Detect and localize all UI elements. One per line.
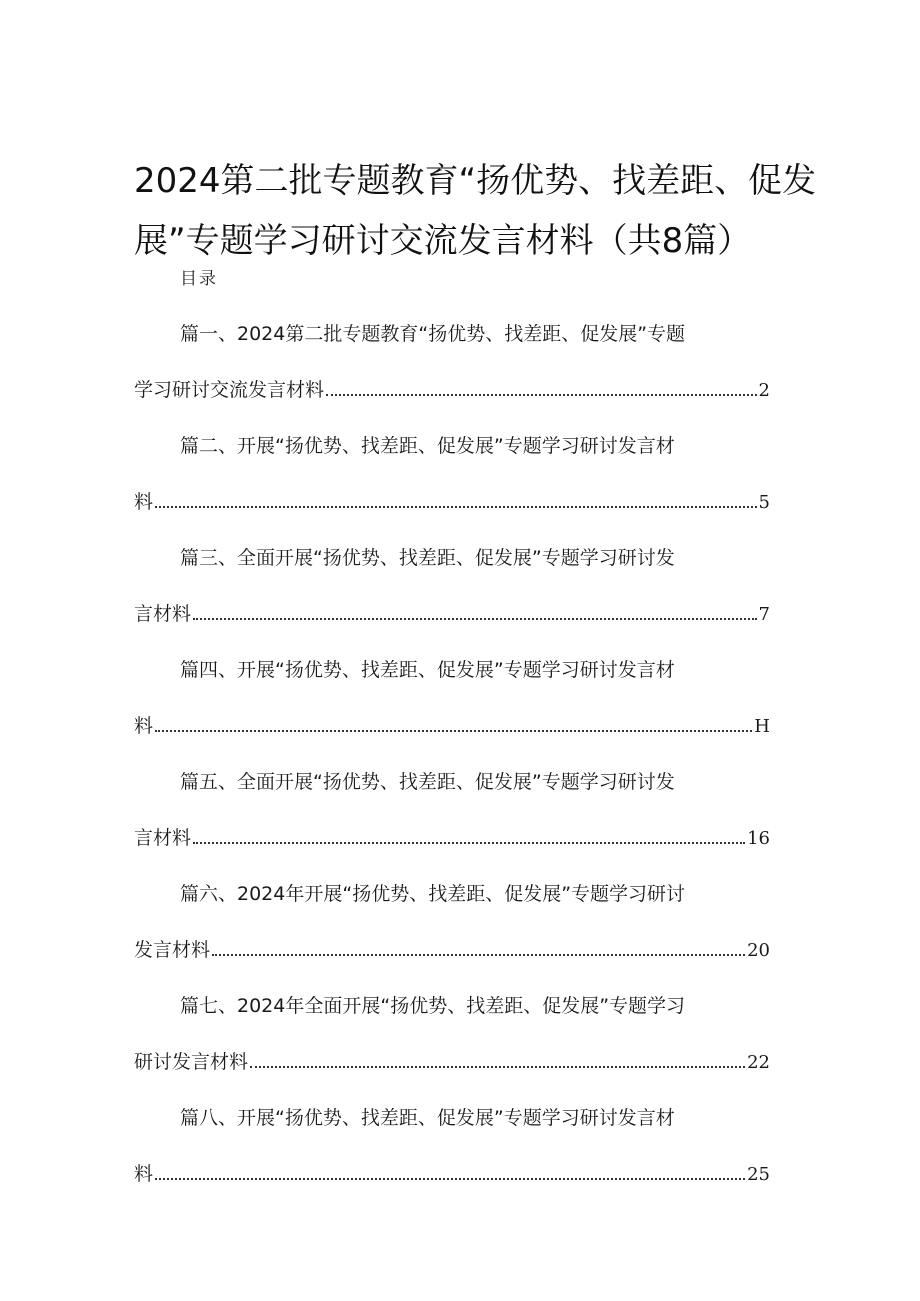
toc-entry-continuation-row (134, 1048, 770, 1077)
dot-leader (155, 506, 757, 508)
toc-heading: 目录 (180, 269, 218, 289)
toc-entry-title: 篇六、2024年开展“扬优势、找差距、促发展”专题学习研讨 (180, 883, 686, 905)
toc-entry-continuation: 研讨发言材料 (134, 1051, 249, 1073)
toc-entry-continuation-row (134, 936, 770, 965)
dot-leader (193, 618, 757, 620)
toc-entry-continuation: 料 (134, 491, 154, 513)
toc-entry-continuation-row (134, 712, 770, 741)
toc-entry-continuation: 言材料 (134, 827, 192, 849)
toc-entry-continuation-row (134, 1160, 770, 1189)
toc-page-number: 25 (747, 1164, 770, 1185)
toc-entry-title: 篇三、全面开展“扬优势、找差距、促发展”专题学习研讨发 (180, 547, 675, 569)
toc-entry-continuation-row (134, 376, 770, 405)
dot-leader (212, 954, 745, 956)
title-line-1: 2024第二批专题教育“扬优势、找差距、促发 (134, 160, 817, 201)
dot-leader (250, 1066, 745, 1068)
toc-entry-title: 篇八、开展“扬优势、找差距、促发展”专题学习研讨发言材 (180, 1107, 675, 1129)
dot-leader (155, 1178, 745, 1180)
toc-entry-continuation: 言材料 (134, 603, 192, 625)
toc-page-number: H (754, 716, 770, 737)
toc-entry-continuation: 发言材料 (134, 939, 211, 961)
dot-leader (326, 394, 757, 396)
toc-entry-title: 篇七、2024年全面开展“扬优势、找差距、促发展”专题学习 (180, 995, 686, 1017)
document-title (134, 157, 817, 265)
toc-entry-continuation: 学习研讨交流发言材料 (134, 379, 325, 401)
toc-entry-title: 篇四、开展“扬优势、找差距、促发展”专题学习研讨发言材 (180, 659, 675, 681)
toc-entry-title: 篇五、全面开展“扬优势、找差距、促发展”专题学习研讨发 (180, 771, 675, 793)
toc-page-number: 7 (758, 604, 770, 625)
toc-page-number: 20 (747, 940, 770, 961)
toc-entry-continuation-row (134, 488, 770, 517)
toc-page-number: 5 (758, 492, 770, 513)
toc-entry-continuation: 料 (134, 1163, 154, 1185)
toc-entry-title: 篇二、开展“扬优势、找差距、促发展”专题学习研讨发言材 (180, 435, 675, 457)
toc-entry-continuation: 料 (134, 715, 154, 737)
dot-leader (155, 730, 752, 732)
toc-entry-title: 篇一、2024第二批专题教育“扬优势、找差距、促发展”专题 (180, 323, 686, 345)
toc-page-number: 2 (758, 380, 770, 401)
dot-leader (193, 842, 745, 844)
toc-page-number: 22 (747, 1052, 770, 1073)
title-line-2: 展”专题学习研讨交流发言材料（共8篇） (134, 220, 752, 261)
toc-page-number: 16 (747, 828, 770, 849)
toc-entry-continuation-row (134, 824, 770, 853)
toc-entry-continuation-row (134, 600, 770, 629)
